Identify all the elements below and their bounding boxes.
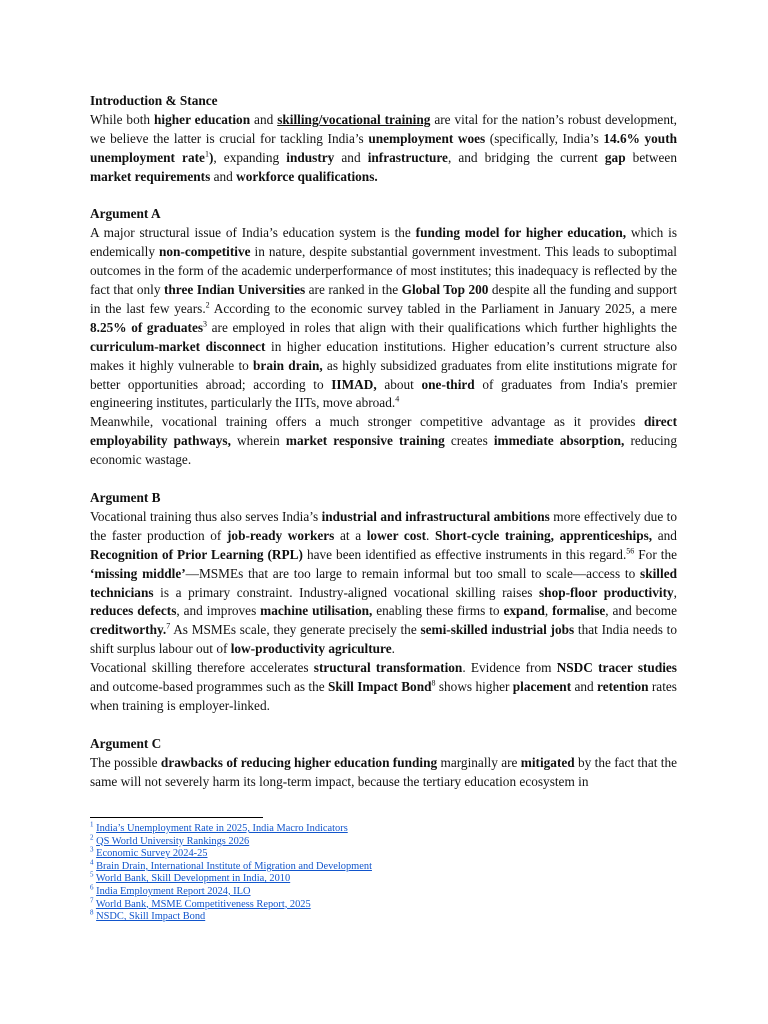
footnote-ref: 3 bbox=[203, 319, 208, 329]
text-run: , bbox=[673, 584, 677, 600]
bold-text: semi-skilled industrial jobs bbox=[420, 622, 575, 638]
text-run: are vital for the nation’s robust development, we believe the latter is crucial for tackling India’s bbox=[90, 111, 678, 146]
text-run: in higher education institutions. Higher education’s current structure also makes it highly vulnerable to bbox=[90, 338, 677, 373]
bold-text: drawbacks of reducing higher education funding bbox=[160, 754, 438, 770]
footnote-ref: 7 bbox=[166, 621, 171, 631]
text-run: at a bbox=[334, 527, 367, 543]
bold-text: shop-floor productivity bbox=[539, 584, 674, 600]
bold-text: 8.25% of graduates bbox=[90, 319, 204, 335]
argument-a-paragraph-2 bbox=[90, 413, 677, 470]
bold-text: direct employability pathways, bbox=[90, 414, 677, 449]
bold-text: unemployment woes bbox=[368, 130, 486, 146]
bold-text: one-third bbox=[421, 376, 475, 392]
footnote bbox=[90, 845, 590, 861]
footnote-number: 8 bbox=[90, 908, 94, 917]
bold-text: three Indian Universities bbox=[163, 282, 306, 298]
text-run: and bbox=[334, 149, 368, 165]
text-run: (specifically, India’s bbox=[485, 130, 604, 146]
footnote bbox=[90, 896, 590, 912]
argument-b-paragraph-2 bbox=[90, 659, 677, 716]
footnote-number: 5 bbox=[90, 870, 94, 879]
bold-text: creditworthy. bbox=[90, 622, 167, 638]
bold-text: placement bbox=[512, 679, 572, 695]
footnote-number: 7 bbox=[90, 896, 94, 905]
text-run: and bbox=[250, 111, 278, 127]
footnote-link[interactable]: NSDC, Skill Impact Bond bbox=[96, 911, 206, 923]
text-run: by the fact that the same will not severely harm its long-term impact, because the tertiary education ecosystem in bbox=[90, 754, 677, 789]
bold-text: higher education bbox=[154, 111, 251, 127]
text-run: and bbox=[210, 168, 237, 184]
bold-text: reduces defects bbox=[90, 603, 177, 619]
argument-b-paragraph-1 bbox=[90, 508, 677, 659]
text-run: reducing economic wastage. bbox=[90, 433, 677, 468]
text-run: , expanding bbox=[213, 149, 287, 165]
footnote-number: 1 bbox=[90, 820, 94, 829]
text-run: are ranked in the bbox=[305, 282, 402, 298]
text-run: . bbox=[391, 641, 395, 657]
text-run: enabling these firms to bbox=[372, 603, 504, 619]
document-body bbox=[90, 92, 677, 791]
footnote-link[interactable]: QS World University Rankings 2026 bbox=[96, 835, 250, 847]
bold-text: low-productivity agriculture bbox=[230, 641, 392, 657]
text-run: For the bbox=[634, 546, 678, 562]
text-run: , bbox=[544, 603, 553, 619]
intro-heading: Introduction & Stance bbox=[90, 93, 218, 108]
text-run: , and bridging the current bbox=[447, 149, 605, 165]
bold-text: formalise bbox=[552, 603, 606, 619]
text-run: which is endemically bbox=[90, 225, 677, 260]
text-run: as highly subsidized graduates from elite institutions migrate for better opportunities abroad; according to bbox=[90, 357, 677, 392]
text-run: . bbox=[426, 527, 435, 543]
text-run: rates when training is employer-linked. bbox=[90, 679, 677, 713]
text-run: As MSMEs scale, they generate precisely the bbox=[170, 622, 421, 638]
text-run: , and become bbox=[605, 603, 677, 619]
bold-text: gap bbox=[604, 149, 626, 165]
bold-text bbox=[277, 112, 430, 127]
bold-text: market requirements bbox=[90, 168, 211, 184]
bold-text: curriculum-market disconnect bbox=[90, 338, 266, 354]
footnote-link[interactable]: World Bank, Skill Development in India, 2010 bbox=[95, 873, 291, 885]
footnote bbox=[90, 883, 590, 899]
bold-text: machine utilisation, bbox=[260, 603, 373, 619]
text-run: shows higher bbox=[435, 679, 513, 695]
bold-text: skilled technicians bbox=[90, 565, 677, 600]
text-run: creates bbox=[444, 433, 494, 449]
bold-text: brain drain, bbox=[253, 357, 323, 373]
footnote-number: 3 bbox=[90, 845, 94, 854]
bold-text: Short-cycle training, apprenticeships, bbox=[435, 527, 653, 543]
text-run: about bbox=[376, 376, 422, 392]
footnote-number: 6 bbox=[90, 883, 94, 892]
bold-text: non-competitive bbox=[158, 244, 251, 260]
text-run: While both bbox=[90, 111, 155, 127]
footnote bbox=[90, 858, 590, 874]
text-run: marginally are bbox=[437, 754, 521, 770]
text-run: and outcome-based programmes such as the bbox=[90, 679, 328, 695]
argument-b-heading: Argument B bbox=[90, 490, 161, 505]
footnote-separator bbox=[90, 817, 263, 818]
argument-c-paragraph-1 bbox=[90, 754, 677, 792]
bold-text: expand bbox=[503, 603, 545, 619]
footnote-number: 4 bbox=[90, 858, 94, 867]
text-run: —MSMEs that are too large to remain informal but too small to scale—access to bbox=[185, 565, 641, 581]
text-run: between bbox=[625, 149, 677, 165]
bold-text: industry bbox=[286, 149, 335, 165]
bold-text: retention bbox=[597, 679, 649, 695]
bold-text: Global Top 200 bbox=[401, 282, 489, 298]
text-run: that India needs to shift surplus labour out of bbox=[90, 622, 677, 657]
footnote bbox=[90, 908, 590, 924]
footnote bbox=[90, 870, 590, 886]
text-run: and bbox=[571, 679, 598, 695]
text-run: and bbox=[652, 527, 677, 543]
text-run: A major structural issue of India’s education system is the bbox=[90, 225, 416, 241]
text-run: are employed in roles that align with their qualifications which further highlights the bbox=[207, 319, 677, 335]
footnote-link[interactable]: Brain Drain, International Institute of Migration and Development bbox=[96, 860, 372, 872]
footnote-number: 2 bbox=[90, 833, 94, 842]
text-run: in nature, despite substantial government investment. This leads to suboptimal outcomes in the form of the academic underperformance of most institutes; this inadequacy is reflected by the fact that only bbox=[90, 244, 677, 298]
bold-text: immediate absorption, bbox=[493, 433, 625, 449]
bold-text: market responsive training bbox=[285, 433, 445, 449]
bold-text: IIMAD, bbox=[331, 376, 377, 392]
text-run: , and improves bbox=[176, 603, 261, 619]
footnote-link[interactable]: India Employment Report 2024, ILO bbox=[96, 885, 251, 897]
text-run: have been identified as effective instruments in this regard. bbox=[302, 546, 627, 562]
text-run: The possible bbox=[90, 754, 161, 770]
footnote-ref: 8 bbox=[431, 678, 436, 688]
footnote bbox=[90, 820, 590, 836]
bold-text: ) bbox=[208, 149, 214, 165]
bold-text: ‘missing middle’ bbox=[90, 565, 186, 581]
text-run: is a primary constraint. Industry-aligned vocational skilling raises bbox=[153, 584, 539, 600]
text-run: wherein bbox=[230, 433, 286, 449]
argument-a-heading: Argument A bbox=[90, 206, 161, 222]
bold-text: industrial and infrastructural ambitions bbox=[321, 508, 550, 524]
text-run: Meanwhile, vocational training offers a much stronger competitive advantage as it provides bbox=[90, 414, 645, 430]
bold-text: workforce qualifications. bbox=[236, 168, 378, 184]
text-run: According to the economic survey tabled in the Parliament in January 2025, a mere bbox=[209, 300, 677, 316]
bold-text: infrastructure bbox=[367, 149, 448, 165]
bold-text: funding model for higher education, bbox=[415, 225, 627, 241]
footnote-link[interactable]: World Bank, MSME Competitiveness Report, 2025 bbox=[95, 898, 311, 910]
footnote-link[interactable]: Economic Survey 2024-25 bbox=[96, 848, 208, 860]
bold-text: NSDC tracer studies bbox=[556, 660, 677, 676]
footnote-link[interactable]: India’s Unemployment Rate in 2025, India Macro Indicators bbox=[96, 823, 348, 834]
intro-paragraph bbox=[90, 111, 677, 187]
footnote-ref: 56 bbox=[626, 546, 635, 556]
argument-c-heading: Argument C bbox=[90, 735, 162, 751]
bold-text: job-ready workers bbox=[227, 527, 335, 543]
bold-text: Skill Impact Bond bbox=[327, 679, 432, 695]
argument-a-paragraph-1 bbox=[90, 224, 677, 413]
footnote bbox=[90, 833, 590, 849]
text-run: despite all the funding and support in the last few years. bbox=[90, 282, 677, 316]
bold-text: 14.6% youth unemployment rate bbox=[90, 130, 678, 165]
footnote-ref: 4 bbox=[395, 395, 400, 405]
footnotes bbox=[90, 820, 590, 924]
bold-text: mitigated bbox=[520, 754, 575, 770]
footnote-ref: 2 bbox=[205, 300, 210, 310]
footnote-ref: 1 bbox=[204, 149, 209, 159]
text-run: Vocational skilling therefore accelerates bbox=[90, 660, 314, 676]
text-run: more effectively due to the faster production of bbox=[90, 508, 677, 543]
bold-text: Recognition of Prior Learning (RPL) bbox=[90, 546, 303, 562]
underlined-text: skilling/vocational training bbox=[277, 111, 431, 127]
text-run: Vocational training thus also serves India’s bbox=[90, 508, 322, 524]
text-run: of graduates from India's premier engineering institutes, particularly the IITs, move abroad. bbox=[90, 376, 677, 411]
bold-text: lower cost bbox=[366, 527, 427, 543]
text-run: . Evidence from bbox=[462, 660, 557, 676]
bold-text: structural transformation bbox=[313, 660, 463, 676]
